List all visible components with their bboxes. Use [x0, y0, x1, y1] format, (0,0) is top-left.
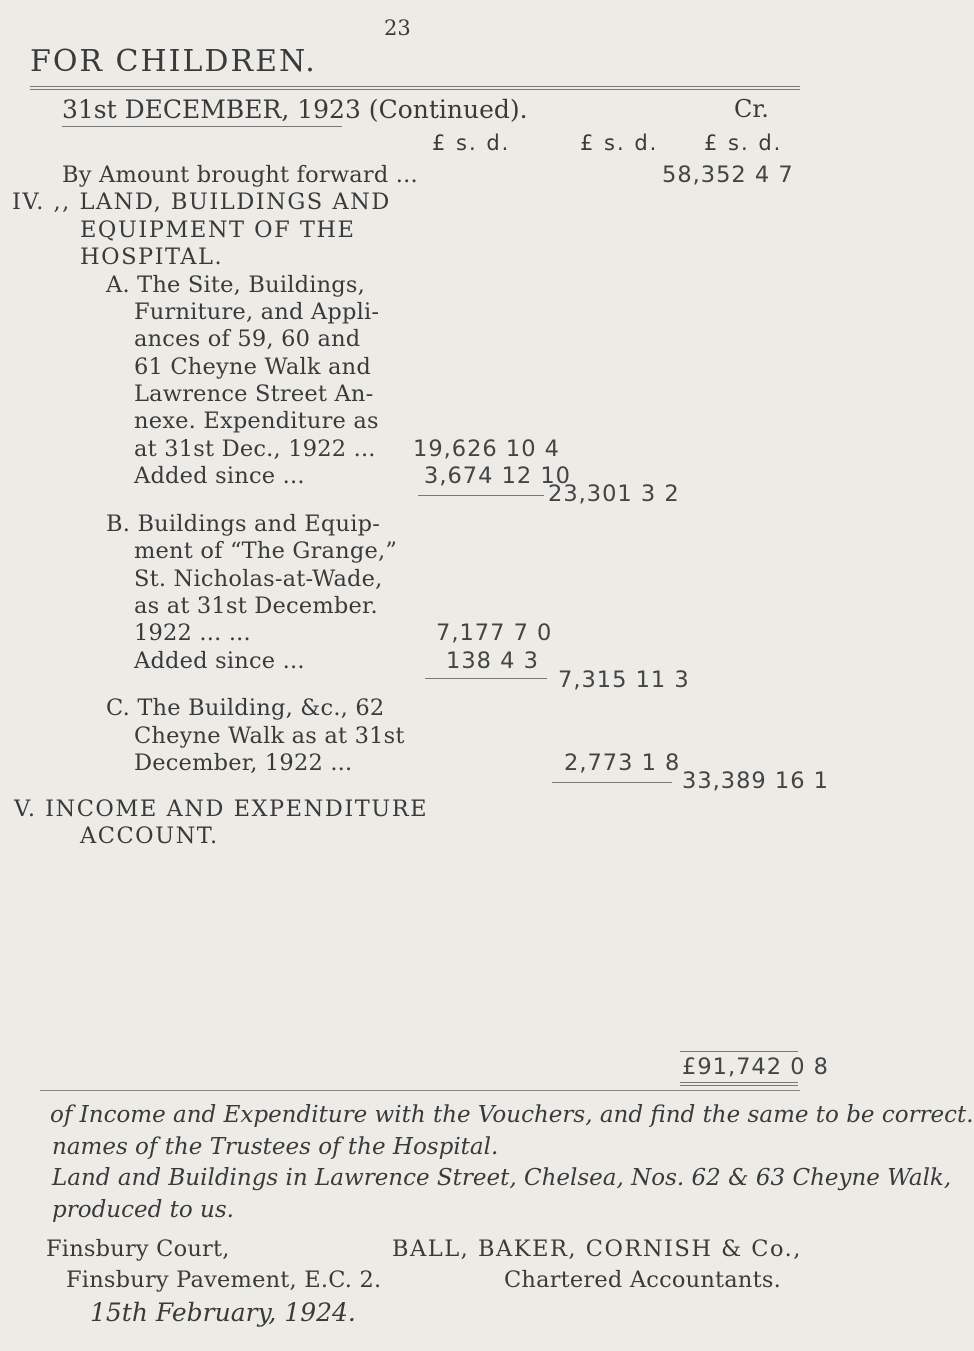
section-v-line-2: ACCOUNT. [80, 823, 219, 849]
footer-date: 15th February, 1924. [90, 1298, 356, 1327]
column-heading-1: £ s. d. [432, 131, 511, 155]
header-rule [30, 86, 800, 87]
item-a-line-2: Furniture, and Appli- [134, 299, 380, 325]
section-iv-line-3: HOSPITAL. [80, 244, 224, 270]
grand-total-rule [680, 1051, 798, 1052]
item-b-total: 7,315 11 3 [558, 667, 690, 693]
item-a-sum-rule [418, 495, 544, 496]
account-date-heading: 31st DECEMBER, 1923 (Continued). [62, 95, 528, 124]
column-heading-3: £ s. d. [704, 131, 783, 155]
section-v-line-1: V. INCOME AND EXPENDITURE [14, 796, 429, 822]
footer-line-3: Land and Buildings in Lawrence Street, Chelsea, Nos. 62 & 63 Cheyne Walk, [52, 1165, 952, 1191]
footer-separator [40, 1090, 800, 1091]
grand-total-double-rule-2 [680, 1085, 798, 1086]
item-a-line-6: nexe. Expenditure as [134, 408, 379, 434]
footer-line-2: names of the Trustees of the Hospital. [52, 1134, 499, 1160]
item-a-line-5: Lawrence Street An- [134, 381, 374, 407]
item-a-line-1: A. The Site, Buildings, [106, 272, 365, 298]
column-heading-2: £ s. d. [580, 131, 659, 155]
item-b-line-5: 1922 ... ... [134, 620, 251, 646]
item-b-line-3: St. Nicholas-at-Wade, [134, 566, 383, 592]
item-b-sum-rule [425, 678, 547, 679]
section-iv-line-1: IV. ,, LAND, BUILDINGS AND [12, 189, 391, 215]
item-c-line-1: C. The Building, &c., 62 [106, 695, 385, 721]
accountants-firm: BALL, BAKER, CORNISH & Co., [392, 1236, 802, 1262]
section-iv-total: 33,389 16 1 [682, 768, 829, 794]
item-b-amount-2: 138 4 3 [446, 648, 539, 674]
item-a-line-8: Added since ... [134, 463, 305, 489]
item-a-amount-2: 3,674 12 10 [424, 463, 571, 489]
footer-line-4: produced to us. [52, 1197, 234, 1223]
page-number: 23 [384, 16, 411, 40]
item-a-line-4: 61 Cheyne Walk and [134, 354, 371, 380]
item-b-line-4: as at 31st December. [134, 593, 378, 619]
grand-total: £91,742 0 8 [682, 1054, 829, 1080]
accountants-title: Chartered Accountants. [504, 1267, 781, 1293]
item-b-line-2: ment of “The Grange,” [134, 538, 398, 564]
subtitle-underline [62, 126, 342, 127]
item-a-line-3: ances of 59, 60 and [134, 326, 361, 352]
item-a-total: 23,301 3 2 [548, 481, 680, 507]
footer-address-1: Finsbury Court, [46, 1236, 230, 1262]
header-rule-2 [30, 89, 800, 90]
item-b-line-1: B. Buildings and Equip- [106, 511, 381, 537]
grand-total-double-rule-1 [680, 1082, 798, 1083]
footer-address-2: Finsbury Pavement, E.C. 2. [66, 1267, 382, 1293]
section-iv-sum-rule [552, 782, 672, 783]
item-a-line-7: at 31st Dec., 1922 ... [134, 436, 376, 462]
item-b-amount-1: 7,177 7 0 [436, 620, 553, 646]
item-c-line-3: December, 1922 ... [134, 750, 353, 776]
footer-line-1: of Income and Expenditure with the Vouchers, and find the same to be correct. [50, 1102, 974, 1128]
item-b-line-6: Added since ... [134, 648, 305, 674]
brought-forward-amount: 58,352 4 7 [662, 162, 794, 188]
item-c-line-2: Cheyne Walk as at 31st [134, 723, 405, 749]
page-heading: FOR CHILDREN. [30, 44, 317, 79]
brought-forward-label: By Amount brought forward ... [62, 162, 418, 188]
section-iv-line-2: EQUIPMENT OF THE [80, 217, 356, 243]
item-a-amount-1: 19,626 10 4 [413, 436, 560, 462]
credit-label: Cr. [734, 95, 769, 123]
item-c-amount: 2,773 1 8 [564, 750, 681, 776]
